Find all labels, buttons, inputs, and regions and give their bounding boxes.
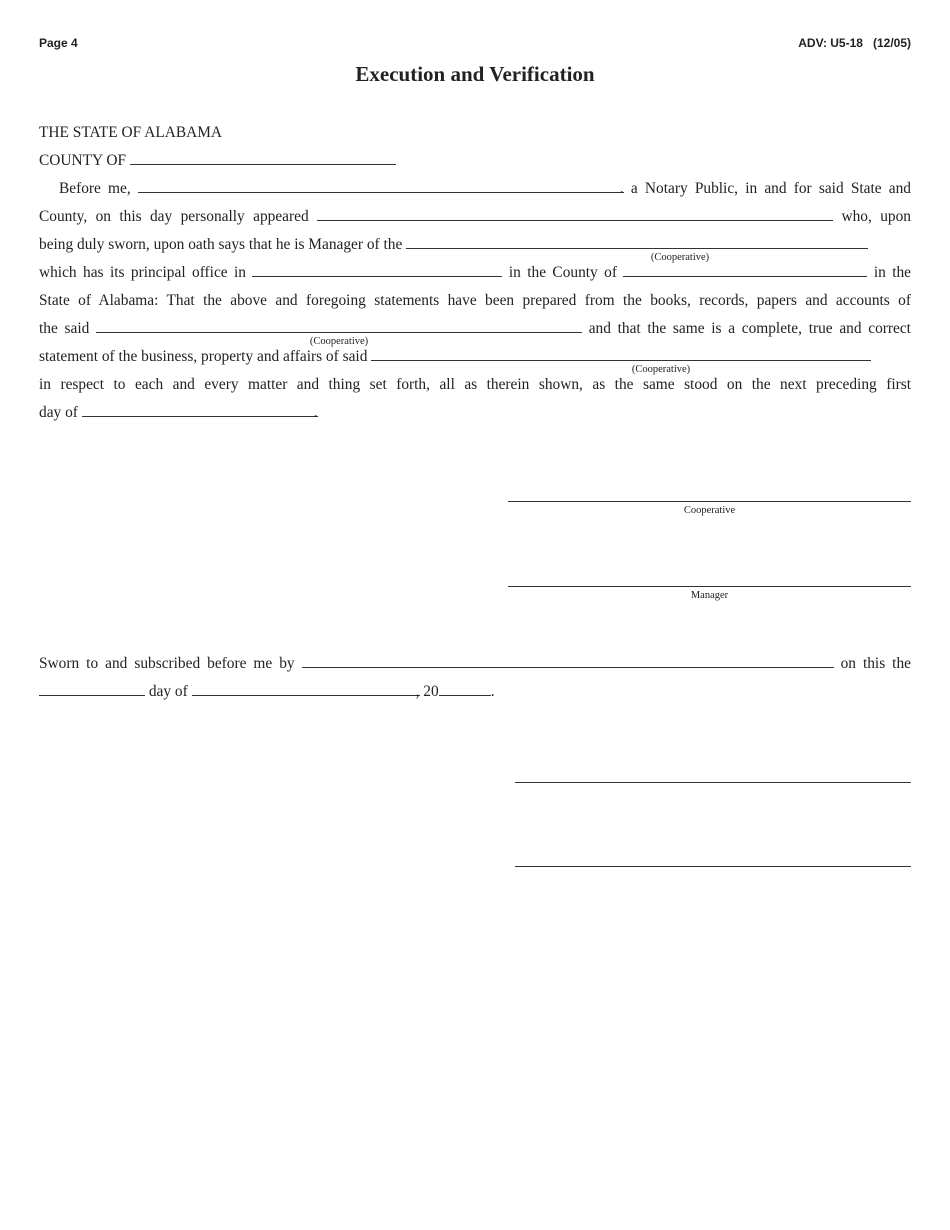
- sworn-name-field[interactable]: [302, 654, 834, 668]
- cooperative-name-field-3[interactable]: [371, 347, 871, 361]
- cooperative-signature-label: Cooperative: [683, 505, 736, 516]
- sworn-year-field[interactable]: [439, 682, 491, 696]
- notary-signature-line[interactable]: [515, 782, 911, 783]
- sworn-period: .: [490, 683, 495, 700]
- notary-text: . a Notary Public, in and for said State and: [619, 180, 911, 197]
- in-respect-line: in respect to each and every matter and thing set forth, all as therein shown, as the same stood on the next preceding first: [39, 376, 911, 393]
- appeared-name-field[interactable]: [317, 207, 833, 221]
- the-said-line: [39, 319, 911, 339]
- principal-office-label: which has its principal office in: [39, 264, 246, 281]
- county-field[interactable]: [130, 151, 396, 165]
- sworn-line: [39, 654, 911, 674]
- cooperative-name-field-1[interactable]: [406, 235, 868, 249]
- on-this-label: on this the: [840, 655, 911, 672]
- principal-office-field[interactable]: [252, 263, 502, 277]
- before-me-line: [39, 179, 911, 199]
- appeared-line: [39, 207, 911, 227]
- cooperative-name-field-2[interactable]: [96, 319, 582, 333]
- form-id: [798, 36, 911, 50]
- cooperative-signature-line[interactable]: [508, 501, 911, 502]
- sworn-month-field[interactable]: [192, 682, 420, 696]
- sworn-day-of-label: day of: [148, 683, 188, 700]
- complete-true-label: and that the same is a complete, true and correct: [588, 320, 911, 337]
- notary-commission-line[interactable]: [515, 866, 911, 867]
- county-line: [39, 151, 911, 171]
- the-said-label: the said: [39, 320, 90, 337]
- who-upon-label: who, upon: [841, 208, 911, 225]
- cooperative-caption-1: (Cooperative): [650, 252, 710, 263]
- cooperative-caption-2: (Cooperative): [309, 336, 369, 347]
- statement-label: statement of the business, property and affairs of said: [39, 348, 368, 365]
- sworn-date-line: [39, 682, 911, 702]
- notary-name-field[interactable]: [138, 179, 624, 193]
- page-title: Execution and Verification: [355, 62, 595, 86]
- duly-sworn-label: being duly sworn, upon oath says that he is Manager of the: [39, 236, 403, 253]
- county-label: COUNTY OF: [39, 152, 127, 169]
- manager-signature-line[interactable]: [508, 586, 911, 587]
- day-of-label: day of: [39, 404, 78, 421]
- day-of-line: [39, 403, 911, 423]
- principal-office-line: [39, 263, 911, 283]
- in-the-label: in the: [873, 264, 912, 281]
- year-prefix: , 20: [415, 683, 439, 700]
- sworn-day-field[interactable]: [39, 682, 145, 696]
- statement-line: [39, 347, 911, 367]
- in-county-label: in the County of: [508, 264, 617, 281]
- form-id-date: (12/05): [872, 36, 911, 50]
- day-of-period: .: [313, 404, 318, 421]
- page-number: Page 4: [39, 36, 78, 50]
- alabama-statement-line: State of Alabama: That the above and foregoing statements have been prepared from the books, records, papers and accounts of: [39, 292, 911, 309]
- state-line: THE STATE OF ALABAMA: [39, 124, 223, 141]
- day-of-field[interactable]: [82, 403, 318, 417]
- principal-county-field[interactable]: [623, 263, 867, 277]
- appeared-label: County, on this day personally appeared: [39, 208, 309, 225]
- form-id-code: ADV: U5-18: [798, 36, 863, 50]
- sworn-label: Sworn to and subscribed before me by: [39, 655, 295, 672]
- cooperative-caption-3: (Cooperative): [631, 364, 691, 375]
- before-me-label: Before me,: [59, 180, 131, 197]
- manager-signature-label: Manager: [690, 590, 729, 601]
- sworn-manager-line: [39, 235, 911, 255]
